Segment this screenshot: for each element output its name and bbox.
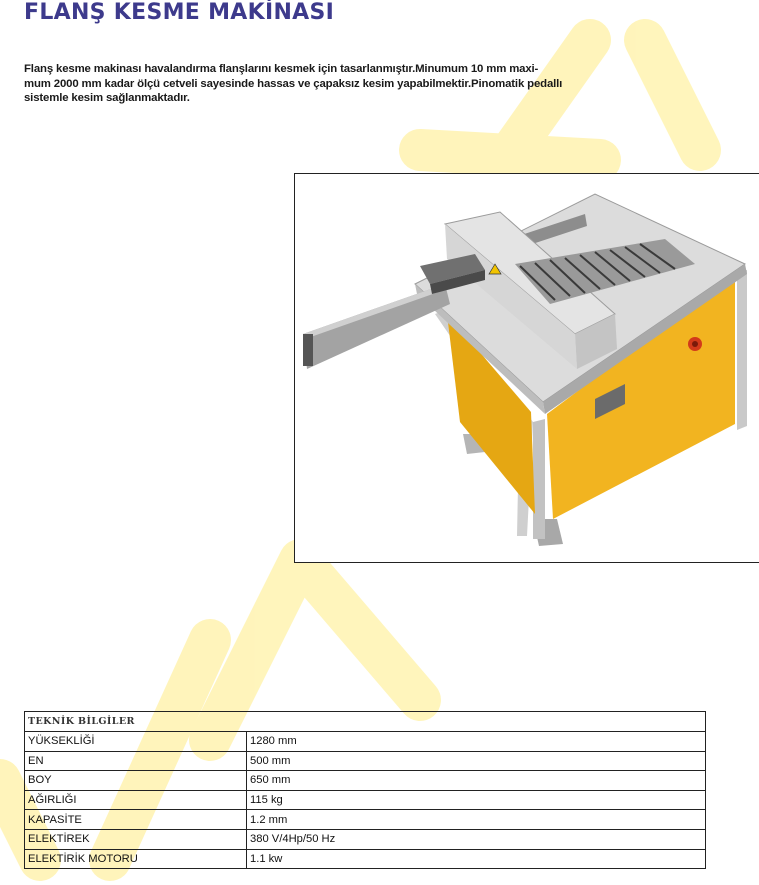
- table-header-row: [25, 712, 706, 732]
- spec-label: BOY: [25, 771, 247, 791]
- spec-value: 1.1 kw: [247, 849, 706, 869]
- spec-label: EN: [25, 751, 247, 771]
- spec-label: KAPASİTE: [25, 810, 247, 830]
- machine-illustration: [295, 174, 759, 562]
- spec-value: 380 V/4Hp/50 Hz: [247, 829, 706, 849]
- technical-specs-table: [24, 711, 706, 869]
- table-row: [25, 810, 706, 830]
- table-row: [25, 771, 706, 791]
- spec-value: 500 mm: [247, 751, 706, 771]
- spec-label: ELEKTİRİK MOTORU: [25, 849, 247, 869]
- spec-value: 1280 mm: [247, 732, 706, 752]
- product-photo: [294, 173, 759, 563]
- description-text: Flanş kesme makinası havalandırma flanşlarını kesmek için tasarlanmıştır.Minumum 10 mm maxi-mum 2000 mm kadar ölçü cetveli sayesinde hassas ve çapaksız kesim yapabilmektir.Pinomatik pedallı sistemle kesim sağlanmaktadır.: [24, 63, 563, 105]
- table-row: [25, 829, 706, 849]
- page-title: FLANŞ KESME MAKİNASI: [24, 0, 335, 25]
- table-row: [25, 751, 706, 771]
- spec-label: AĞIRLIĞI: [25, 790, 247, 810]
- spec-label: ELEKTİREK: [25, 829, 247, 849]
- table-row: [25, 732, 706, 752]
- table-row: [25, 790, 706, 810]
- spec-label: YÜKSEKLİĞİ: [25, 732, 247, 752]
- spec-value: 1.2 mm: [247, 810, 706, 830]
- spec-value: 115 kg: [247, 790, 706, 810]
- table-row: [25, 849, 706, 869]
- spec-value: 650 mm: [247, 771, 706, 791]
- specs-heading: TEKNİK BİLGİLER: [25, 712, 706, 732]
